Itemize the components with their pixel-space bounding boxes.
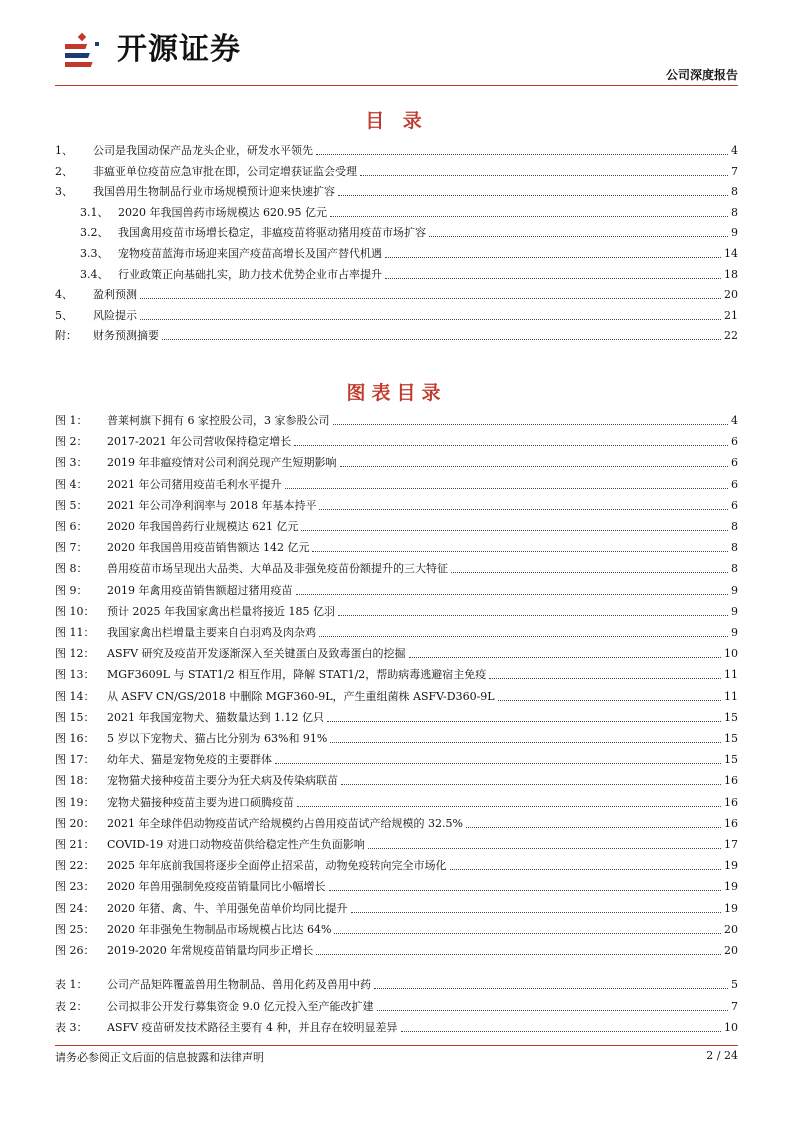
toc-entry-text: 公司是我国动保产品龙头企业，研发水平领先	[93, 144, 313, 157]
toc-entry-page: 6	[731, 456, 738, 470]
toc-entry-text: 2021 年公司净利润率与 2018 年基本持平	[107, 498, 317, 512]
toc-entry-number: 图 26：	[55, 944, 95, 957]
dot-leader	[301, 529, 728, 531]
toc-entry-page: 19	[724, 901, 738, 915]
toc-entry-number: 表 1：	[55, 978, 88, 991]
toc-entry[interactable]	[55, 493, 738, 513]
toc-entry-page: 8	[731, 562, 738, 576]
dot-leader	[312, 550, 728, 552]
toc-entry-page: 19	[724, 880, 738, 894]
toc-entry-text: 2020 年兽用强制免疫疫苗销量同比小幅增长	[107, 880, 326, 894]
dot-leader	[385, 277, 721, 279]
toc-entry-page: 8	[731, 205, 738, 219]
toc-entry-number: 3.4、	[80, 267, 109, 281]
toc-entry-number: 图 4：	[55, 477, 88, 491]
toc-entry[interactable]	[55, 790, 738, 810]
dot-leader	[330, 215, 728, 217]
toc-entry-page: 11	[724, 668, 738, 682]
dot-leader	[385, 256, 721, 258]
toc-entry-text: 5 岁以下宠物犬、猫占比分别为 63%和 91%	[107, 732, 328, 745]
toc-entry-number: 图 5：	[55, 498, 88, 512]
toc-entry-number: 附：	[55, 329, 77, 343]
toc-entry-page: 8	[731, 185, 738, 199]
report-type-label: 公司深度报告	[665, 68, 738, 82]
toc-entry-page: 16	[724, 795, 738, 809]
toc-entry[interactable]	[55, 874, 738, 894]
toc-entry-text: 2020 年我国兽药行业规模达 621 亿元	[107, 520, 299, 533]
toc-entry-page: 10	[724, 647, 738, 661]
toc-entry-text: 2019 年禽用疫苗销售额超过猪用疫苗	[107, 583, 293, 597]
toc-entry-text: COVID-19 对进口动物疫苗供给稳定性产生负面影响	[107, 838, 365, 851]
dot-leader	[338, 194, 728, 196]
toc-entry-page: 19	[724, 859, 738, 873]
toc-entry-page: 5	[731, 978, 738, 991]
toc-entry-text: 我国兽用生物制品行业市场规模预计迎来快速扩容	[93, 185, 335, 199]
toc-entry-text: 我国家禽出栏增量主要来自白羽鸡及肉杂鸡	[107, 626, 316, 639]
toc-entry[interactable]	[55, 556, 738, 576]
toc-entry[interactable]	[80, 220, 738, 240]
toc-entry-text: 2021 年全球伴侣动物疫苗试产给规模约占兽用疫苗试产给规模的 32.5%	[107, 816, 463, 830]
dot-leader	[319, 635, 728, 637]
toc-entry[interactable]	[55, 303, 738, 323]
toc-entry[interactable]	[55, 994, 738, 1014]
toc-entry-number: 图 8：	[55, 562, 88, 576]
toc-entry-page: 20	[724, 288, 738, 302]
toc-entry-page: 15	[724, 732, 738, 745]
toc-entry-number: 图 12：	[55, 647, 95, 661]
dot-leader	[360, 174, 728, 176]
toc-entry[interactable]	[80, 241, 738, 261]
toc-entry-number: 图 18：	[55, 774, 95, 788]
toc-entry-text: ASFV 研究及疫苗开发逐渐深入至关键蛋白及致毒蛋白的挖掘	[107, 647, 406, 661]
toc-entry-page: 7	[731, 164, 738, 178]
dot-leader	[450, 868, 722, 870]
toc-entry-number: 图 23：	[55, 880, 95, 894]
toc-entry-page: 9	[731, 626, 738, 639]
dot-leader	[368, 847, 721, 849]
dot-leader	[377, 1009, 729, 1011]
toc-entry-text: 盈利预测	[93, 288, 137, 302]
toc-entry-number: 图 24：	[55, 901, 95, 915]
dot-leader	[296, 593, 729, 595]
toc-entry-number: 图 21：	[55, 838, 95, 851]
toc-entry-number: 5、	[55, 308, 73, 322]
toc-entry[interactable]	[55, 620, 738, 640]
dot-leader	[319, 508, 728, 510]
toc-entry-page: 9	[731, 604, 738, 618]
toc-entry-text: 从 ASFV CN/GS/2018 中删除 MGF360-9L，产生重组菌株 ASFV-D360-9L	[107, 689, 495, 703]
toc-entry[interactable]	[55, 429, 738, 449]
toc-entry-page: 10	[724, 1021, 738, 1034]
toc-entry-text: 公司拟非公开发行募集资金 9.0 亿元投入至产能改扩建	[107, 999, 374, 1013]
dot-leader	[341, 783, 721, 785]
toc-entry-number: 3.2、	[80, 226, 109, 240]
toc-entry-text: 2019 年非瘟疫情对公司利润兑现产生短期影响	[107, 456, 337, 470]
toc-entry[interactable]	[55, 811, 738, 831]
toc-entry-text: 2021 年公司猪用疫苗毛利水平提升	[107, 477, 282, 491]
toc-entry-number: 图 9：	[55, 583, 88, 597]
toc-entry-number: 图 7：	[55, 541, 88, 555]
dot-leader	[285, 487, 729, 489]
toc-entry-number: 图 25：	[55, 922, 95, 936]
toc-entry-number: 图 17：	[55, 753, 95, 767]
dot-leader	[338, 614, 728, 616]
toc-entry[interactable]	[55, 747, 738, 767]
footer-disclaimer: 请务必参阅正文后面的信息披露和法律声明	[55, 1051, 264, 1064]
toc-entry-number: 3.3、	[80, 247, 109, 260]
toc-entry-text: 宠物疫苗蓝海市场迎来国产疫苗高增长及国产替代机遇	[118, 247, 382, 260]
toc-entry[interactable]	[55, 896, 738, 916]
toc-entry-page: 16	[724, 816, 738, 830]
dot-leader	[401, 1030, 721, 1032]
toc-entry-text: 2020 年我国兽用疫苗销售额达 142 亿元	[107, 541, 310, 555]
toc-entry[interactable]	[55, 282, 738, 302]
toc-entry-number: 图 14：	[55, 689, 95, 703]
toc-entry-number: 图 10：	[55, 604, 95, 618]
toc-entry-page: 17	[724, 838, 738, 851]
kaiyuan-logo-icon	[65, 28, 113, 76]
toc-entry[interactable]	[55, 535, 738, 555]
dot-leader	[140, 297, 721, 299]
toc-entry-page: 15	[724, 710, 738, 724]
toc-entry-number: 图 22：	[55, 859, 95, 873]
toc-entry-number: 1、	[55, 144, 73, 157]
dot-leader	[316, 153, 728, 155]
toc-entry[interactable]	[55, 599, 738, 619]
toc-entry-text: 2020 年非强免生物制品市场规模占比达 64%	[107, 922, 332, 936]
toc-entry-text: 公司产品矩阵覆盖兽用生物制品、兽用化药及兽用中药	[107, 978, 371, 991]
dot-leader	[374, 987, 728, 989]
toc-entry-page: 20	[724, 944, 738, 957]
toc-entry[interactable]	[80, 262, 738, 282]
dot-leader	[498, 699, 721, 701]
toc-entry[interactable]	[80, 200, 738, 220]
toc-entry[interactable]	[55, 450, 738, 470]
toc-entry[interactable]	[55, 578, 738, 598]
dot-leader	[327, 720, 721, 722]
toc-entry[interactable]	[55, 408, 738, 428]
dot-leader	[294, 444, 728, 446]
toc-entry[interactable]	[55, 514, 738, 534]
toc-entry-number: 图 2：	[55, 435, 88, 449]
toc-entry-page: 22	[724, 329, 738, 343]
toc-entry-number: 图 11：	[55, 626, 95, 639]
toc-entry-page: 7	[731, 999, 738, 1013]
toc-entry-page: 6	[731, 498, 738, 512]
toc-entry-text: 非瘟亚单位疫苗应急审批在即，公司定增获证监会受理	[93, 164, 357, 178]
dot-leader	[333, 423, 729, 425]
toc-entry[interactable]	[55, 938, 738, 958]
toc-entry[interactable]	[55, 138, 738, 158]
dot-leader	[334, 932, 721, 934]
toc-entry-page: 11	[724, 689, 738, 703]
toc-entry-page: 9	[731, 583, 738, 597]
toc-entry-page: 4	[731, 414, 738, 427]
toc-entry[interactable]	[55, 768, 738, 788]
dot-leader	[351, 911, 722, 913]
toc-entry-text: 普莱柯旗下拥有 6 家控股公司，3 家参股公司	[107, 414, 330, 427]
toc-entry[interactable]	[55, 641, 738, 661]
toc-entry-text: 行业政策正向基础扎实，助力技术优势企业市占率提升	[118, 267, 382, 281]
dot-leader	[429, 235, 728, 237]
toc-entry-page: 6	[731, 477, 738, 491]
toc-entry-number: 3.1、	[80, 205, 109, 219]
dot-leader	[275, 762, 721, 764]
footer-divider	[55, 1045, 738, 1046]
toc-entry-text: 宠物猫犬接种疫苗主要分为狂犬病及传染病联苗	[107, 774, 338, 788]
toc-entry-number: 图 1：	[55, 414, 88, 427]
toc-entry[interactable]	[55, 1015, 738, 1035]
toc-entry[interactable]	[55, 917, 738, 937]
toc-entry-number: 表 2：	[55, 999, 88, 1013]
toc-entry-number: 图 15：	[55, 710, 95, 724]
toc-entry-number: 3、	[55, 185, 73, 199]
dot-leader	[162, 338, 721, 340]
dot-leader	[140, 318, 721, 320]
toc-entry-text: 2017-2021 年公司营收保持稳定增长	[107, 435, 292, 449]
toc-entry[interactable]	[55, 972, 738, 992]
dot-leader	[409, 656, 721, 658]
toc-entry-text: 2021 年我国宠物犬、猫数量达到 1.12 亿只	[107, 710, 324, 724]
toc-entry-page: 6	[731, 435, 738, 449]
toc-entry-text: 2020 年我国兽药市场规模达 620.95 亿元	[118, 205, 327, 219]
toc-entry[interactable]	[55, 323, 738, 343]
toc-entry-text: ASFV 疫苗研发技术路径主要有 4 种，并且存在较明显差异	[107, 1021, 398, 1034]
contents-title: 目 录	[365, 110, 428, 132]
dot-leader	[340, 465, 729, 467]
toc-entry-text: MGF3609L 与 STAT1/2 相互作用，降解 STAT1/2，帮助病毒逃避宿主免疫	[107, 668, 487, 682]
toc-entry[interactable]	[55, 662, 738, 682]
toc-entry-number: 2、	[55, 164, 73, 178]
toc-entry[interactable]	[55, 832, 738, 852]
header-divider	[55, 85, 738, 86]
toc-entry[interactable]	[55, 853, 738, 873]
dot-leader	[489, 677, 721, 679]
toc-entry-number: 图 6：	[55, 520, 88, 533]
toc-entry-text: 2019-2020 年常规疫苗销量均同步正增长	[107, 944, 314, 957]
toc-entry-page: 18	[724, 267, 738, 281]
toc-entry-text: 风险提示	[93, 308, 137, 322]
toc-entry-page: 8	[731, 520, 738, 533]
toc-entry-page: 14	[724, 247, 738, 260]
toc-entry[interactable]	[55, 159, 738, 179]
toc-entry-text: 2025 年年底前我国将逐步全面停止招采苗，动物免疫转向完全市场化	[107, 859, 447, 873]
dot-leader	[316, 953, 721, 955]
toc-entry-number: 图 3：	[55, 456, 88, 470]
toc-entry-number: 图 19：	[55, 795, 95, 809]
toc-entry[interactable]	[55, 472, 738, 492]
toc-entry-number: 图 13：	[55, 668, 95, 682]
toc-entry-text: 2020 年猪、禽、牛、羊用强免苗单价均同比提升	[107, 901, 348, 915]
toc-entry[interactable]	[55, 684, 738, 704]
toc-entry-text: 兽用疫苗市场呈现出大品类、大单品及非强免疫苗份额提升的三大特征	[107, 562, 448, 576]
dot-leader	[451, 571, 728, 573]
toc-entry-number: 4、	[55, 288, 73, 302]
dot-leader	[330, 741, 721, 743]
toc-entry-number: 表 3：	[55, 1021, 88, 1034]
toc-entry-text: 我国禽用疫苗市场增长稳定，非瘟疫苗将驱动猪用疫苗市场扩容	[118, 226, 426, 240]
toc-entry-page: 8	[731, 541, 738, 555]
toc-entry-number: 图 16：	[55, 732, 95, 745]
toc-entry-page: 15	[724, 753, 738, 767]
figures-title: 图表目录	[346, 382, 447, 404]
toc-entry-text: 预计 2025 年我国家禽出栏量将接近 185 亿羽	[107, 604, 335, 618]
toc-entry-page: 20	[724, 922, 738, 936]
toc-entry-page: 16	[724, 774, 738, 788]
toc-entry-text: 财务预测摘要	[93, 329, 159, 343]
logo-text: 开源证券	[117, 32, 241, 67]
toc-entry[interactable]	[55, 726, 738, 746]
dot-leader	[329, 889, 722, 891]
toc-entry-page: 9	[731, 226, 738, 240]
toc-entry-text: 幼年犬、猫是宠物免疫的主要群体	[107, 753, 272, 767]
toc-entry[interactable]	[55, 705, 738, 725]
toc-entry-text: 宠物犬猫接种疫苗主要为进口硕腾疫苗	[107, 795, 294, 809]
dot-leader	[466, 826, 721, 828]
toc-entry-page: 4	[731, 144, 738, 157]
toc-entry-number: 图 20：	[55, 816, 95, 830]
toc-entry[interactable]	[55, 179, 738, 199]
page-number: 2 / 24	[706, 1049, 738, 1062]
dot-leader	[297, 805, 721, 807]
page-header	[55, 22, 738, 86]
toc-entry-page: 21	[724, 308, 738, 322]
